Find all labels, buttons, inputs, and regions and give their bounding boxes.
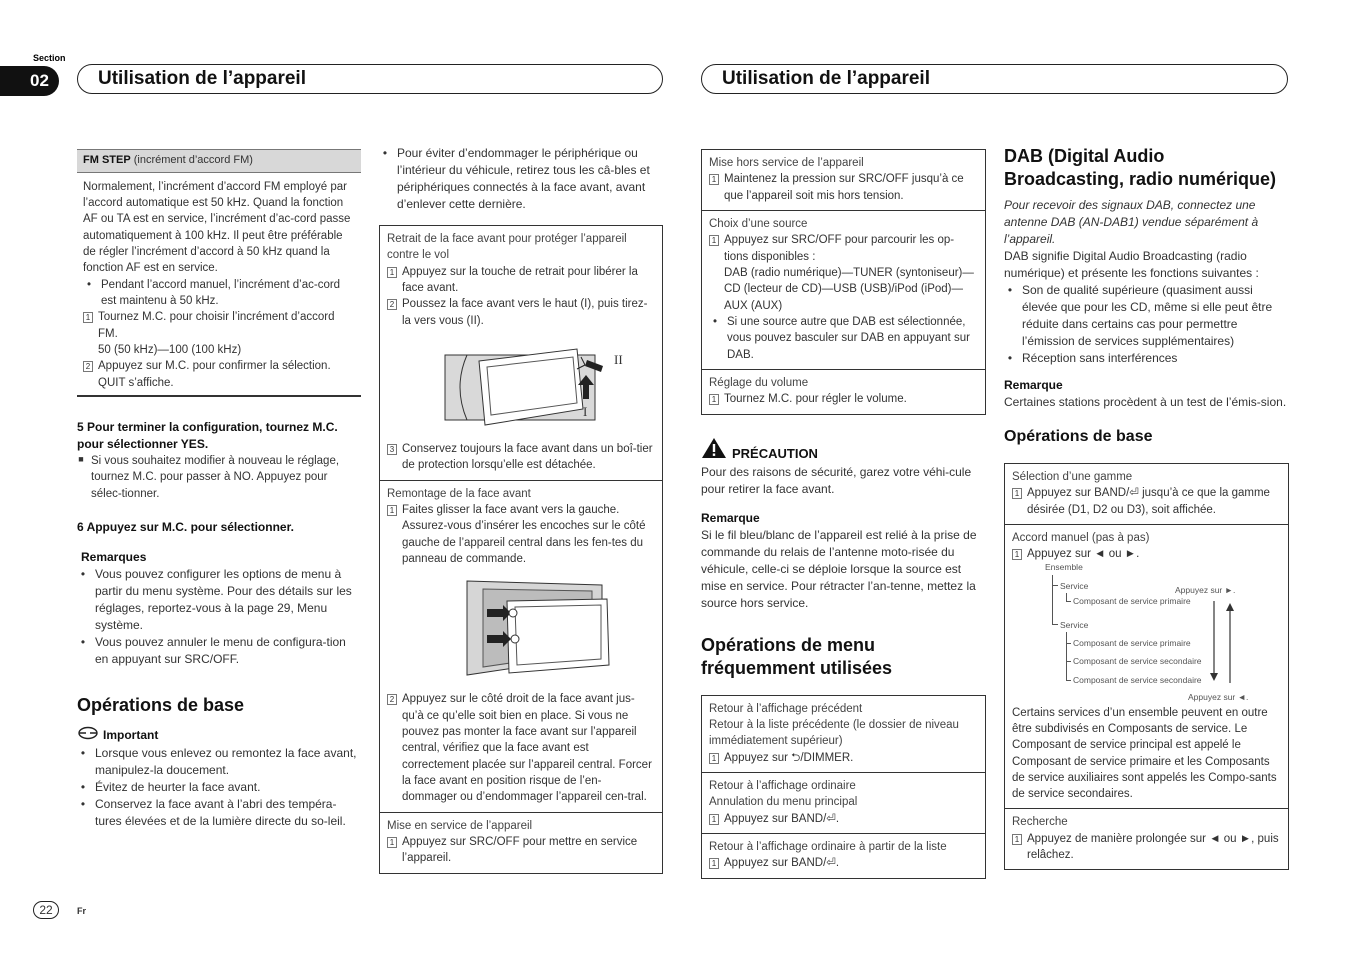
remove-step-1: 1 Appuyez sur la touche de retrait pour libérer la face avant. <box>387 264 655 297</box>
tree-secondary-component-1: Composant de service secondaire <box>1073 655 1202 666</box>
tree-primary-component-1: Composant de service primaire <box>1073 595 1191 606</box>
warning-icon <box>701 437 727 464</box>
source-select-section <box>702 210 985 369</box>
tree-service-2: Service <box>1060 619 1089 630</box>
fm-step-step2: 2 Appuyez sur M.C. pour confirmer la sélection. QUIT s’affiche. <box>83 358 355 391</box>
power-off-section <box>702 150 985 210</box>
dab-ops-box <box>1004 463 1289 871</box>
caution-text: Pour des raisons de sécurité, garez votre véhi-cule pour retirer la face avant. <box>701 464 972 496</box>
source-options: DAB (radio numérique)—TUNER (syntoniseur)—CD (lecteur de CD)—USB (USB)/iPod (iPod)—AUX (AUX) <box>724 266 974 312</box>
power-on-step-1: 1 Appuyez sur SRC/OFF pour mettre en service l’appareil. <box>387 834 655 867</box>
caution-header <box>701 437 986 464</box>
section-label: Section <box>33 53 66 63</box>
dab-antenna-note: Pour recevoir des signaux DAB, connectez une antenne DAB (AN-DAB1) vendue séparément à l’appareil. <box>1004 197 1259 246</box>
important-3: • Conservez la face avant à l’abri des tempéra-tures élevées et de la lumière directe du so-leil. <box>80 796 346 828</box>
dab-feature-2: • Réception sans interférences <box>1007 351 1178 366</box>
dab-feature-1: • Son de qualité supérieure (quasiment aussi élevée que pour les CD, même si elle peut être réduite dans certains cas pour permettre l’émission de services supplémentaires) <box>1007 282 1273 349</box>
tree-service-1: Service <box>1060 580 1089 591</box>
basic-operations-title: Opérations de base <box>77 695 245 716</box>
return-normal-step-1: 1 Appuyez sur BAND/⏎. <box>709 811 978 827</box>
source-select-title: Choix d’une source <box>709 217 808 230</box>
step-5-note: ■ Si vous souhaitez modifier à nouveau le réglage, tournez M.C. pour passer à NO. Appuyez pour sélec-tionner. <box>78 453 340 500</box>
band-select-section <box>1005 464 1288 524</box>
fm-step-bullet: • Pendant l’accord manuel, l’incrément d’ac-cord est maintenu à 50 kHz. <box>86 278 341 307</box>
step-6-title: 6 Appuyez sur M.C. pour sélectionner. <box>77 519 294 534</box>
reattach-panel-illustration <box>387 575 655 685</box>
important-header <box>77 726 361 745</box>
important-1: • Lorsque vous enlevez ou remontez la face avant, manipulez-la doucement. <box>80 745 357 777</box>
volume-section <box>702 369 985 414</box>
tree-primary-component-2: Composant de service primaire <box>1073 637 1191 648</box>
power-off-title: Mise hors service de l’appareil <box>709 157 864 169</box>
return-normal-subtitle: Annulation du menu principal <box>709 796 858 809</box>
manual-tuning-section <box>1005 524 1288 809</box>
reattach-step-1: 1 Faites glisser la face avant vers la gauche. Assurez-vous d’insérer les encoches sur le côté gauche de l’appareil central dans les fen-tes du panneau de commande. <box>387 502 655 567</box>
return-previous-step-1: 1 Appuyez sur ⮌/DIMMER. <box>709 750 978 766</box>
remark-2: • Vous pouvez annuler le menu de configura-tion en appuyant sur SRC/OFF. <box>80 635 346 667</box>
return-previous-section <box>702 696 985 772</box>
press-right-label: Appuyez sur ►. <box>1175 584 1236 595</box>
return-previous-subtitle: Retour à la liste précédente (le dossier de niveau immédiatement supérieur) <box>709 718 959 748</box>
column-4 <box>1004 145 1289 870</box>
fm-step-step1: 1 Tournez M.C. pour choisir l’incrément d’accord FM. 50 (50 kHz)—100 (100 kHz) <box>83 309 355 358</box>
manual-tuning-description: Certains services d’un ensemble peuvent en outre être subdivisés en Composants de service. Le Composant de service principal est appelé le Composant de service primaire et les Composants de service auxiliaires sont appelés les Compo-sants de service secondaires. <box>1012 706 1277 801</box>
return-normal-title: Retour à l’affichage ordinaire <box>709 779 856 792</box>
remove-panel-title: Retrait de la face avant pour protéger l’appareil contre le vol <box>387 233 627 262</box>
reattach-step-2: 2 Appuyez sur le côté droit de la face avant jus-qu’à ce qu’elle soit bien en place. Si vous ne pouvez pas monter la face avant sur l’appareil central, vérifiez que la face avant est correctement placée sur l’appareil central. Forcer la face avant en position risque de l’en-dommager ou d’endommager l’appareil cen-tral. <box>387 691 655 805</box>
press-left-label: Appuyez sur ◄. <box>1188 691 1249 702</box>
fm-step-description: Normalement, l’incrément d’accord FM employé par l’accord automatique est 50 kHz. Quand la fonction AF ou TA est en service, l’incrément d’ac-cord passe automatiquement à 100 kHz. Il peut être préférable de régler l’incrément d’accord à 50 kHz quand la fonction AF est en service. <box>83 180 351 275</box>
source-select-bullet: • Si une source autre que DAB est sélectionnée, vous pouvez basculer sur DAB en appuyant sur DAB. <box>712 315 970 361</box>
volume-title: Réglage du volume <box>709 376 809 389</box>
band-select-step-1: 1 Appuyez sur BAND/⏎ jusqu’à ce que la gamme désirée (D1, D2 ou D3), soit affichée. <box>1012 485 1281 518</box>
band-select-title: Sélection d’une gamme <box>1012 470 1133 483</box>
fm-step-options: 50 (50 kHz)—100 (100 kHz) <box>98 343 242 356</box>
search-section <box>1005 808 1288 869</box>
figure-label-i: I <box>583 404 588 420</box>
reattach-panel-section <box>380 480 662 812</box>
remove-panel-section <box>380 226 662 480</box>
page-number: 22 <box>33 901 59 919</box>
language-code: Fr <box>77 906 86 916</box>
important-icon <box>77 726 99 745</box>
power-source-box <box>701 149 986 415</box>
important-title: Important <box>103 727 159 742</box>
search-title: Recherche <box>1012 816 1068 829</box>
step-5-title: 5 Pour terminer la configuration, tournez M.C. pour sélectionner YES. <box>77 419 338 451</box>
volume-step-1: 1 Tournez M.C. pour régler le volume. <box>709 391 978 407</box>
remove-step-2: 2 Poussez la face avant vers le haut (I), puis tirez-la vers vous (II). <box>387 296 655 329</box>
power-off-step-1: 1 Maintenez la pression sur SRC/OFF jusqu’à ce que l’appareil soit mis hors tension. <box>709 171 978 204</box>
power-on-section <box>380 812 662 873</box>
manual-tuning-step-1: 1 Appuyez sur ◄ ou ►. <box>1012 546 1281 562</box>
dab-title: DAB (Digital Audio Broadcasting, radio numérique) <box>1004 146 1277 190</box>
cable-warning-bullet: • Pour éviter d’endommager le périphérique ou l’intérieur du véhicule, retirez tous les câ-bles et périphériques connectés à la face avant, avant d’enlever cette dernière. <box>382 146 650 212</box>
power-on-title: Mise en service de l’appareil <box>387 819 533 832</box>
tree-secondary-component-2: Composant de service secondaire <box>1073 674 1202 685</box>
tree-ensemble: Ensemble <box>1045 561 1083 572</box>
important-2: • Évitez de heurter la face avant. <box>80 779 261 794</box>
remark-1: • Vous pouvez configurer les options de menu à partir du menu système. Pour des détails sur les réglages, reportez-vous à la page 29, Menu système. <box>80 566 352 633</box>
service-tree-diagram <box>1012 563 1281 705</box>
dab-description: DAB signifie Digital Audio Broadcasting (radio numérique) et présente les fonctions suivantes : <box>1004 248 1259 280</box>
menu-ops-box <box>701 695 986 879</box>
column-2 <box>379 145 663 874</box>
search-step-1: 1 Appuyez de manière prolongée sur ◄ ou ►, puis relâchez. <box>1012 831 1281 864</box>
reattach-panel-title: Remontage de la face avant <box>387 487 531 500</box>
source-select-step-1: 1 Appuyez sur SRC/OFF pour parcourir les op-tions disponibles : DAB (radio numérique)—TUNER (syntoniseur)—CD (lecteur de CD)—USB (USB)/iPod (iPod)—AUX (AUX) <box>709 232 978 314</box>
remark-text: Si le fil bleu/blanc de l’appareil est relié à la prise de commande du relais de l’antenne moto-risée du véhicule, celle-ci se déploie lorsque la source est mise en service. Pour rétracter l’an-tenne, mettez la source hors service. <box>701 527 977 610</box>
column-3 <box>701 149 986 879</box>
left-page-title: Utilisation de l’appareil <box>77 64 663 94</box>
dab-remark-text: Certaines stations procèdent à un test de l’émis-sion. <box>1004 395 1287 410</box>
remarks-title: Remarques <box>81 549 147 564</box>
remove-panel-illustration <box>387 335 655 437</box>
return-normal-section <box>702 772 985 833</box>
figure-label-ii: II <box>614 352 623 368</box>
right-page-title: Utilisation de l’appareil <box>701 64 1288 94</box>
caution-title: PRÉCAUTION <box>732 446 818 462</box>
dab-basic-operations-title: Opérations de base <box>1004 428 1153 446</box>
frequent-menu-title: Opérations de menu fréquemment utilisées <box>701 634 893 679</box>
manual-tuning-title: Accord manuel (pas à pas) <box>1012 531 1150 544</box>
direction-arrows <box>1206 597 1242 687</box>
fm-step-header: FM STEP (incrément d’accord FM) <box>77 149 361 173</box>
return-previous-title: Retour à l’affichage précédent <box>709 702 863 715</box>
column-1 <box>77 149 361 830</box>
fm-step-body <box>77 173 361 397</box>
return-from-list-title: Retour à l’affichage ordinaire à partir de la liste <box>709 840 947 853</box>
return-from-list-section <box>702 833 985 878</box>
dab-remark-title: Remarque <box>1004 378 1063 393</box>
remark-title: Remarque <box>701 510 760 525</box>
remove-step-3: 3 Conservez toujours la face avant dans un boî-tier de protection lorsqu’elle est détachée. <box>387 441 655 474</box>
section-number-tab: 02 <box>0 66 59 96</box>
return-from-list-step-1: 1 Appuyez sur BAND/⏎. <box>709 855 978 871</box>
front-panel-box <box>379 225 663 874</box>
